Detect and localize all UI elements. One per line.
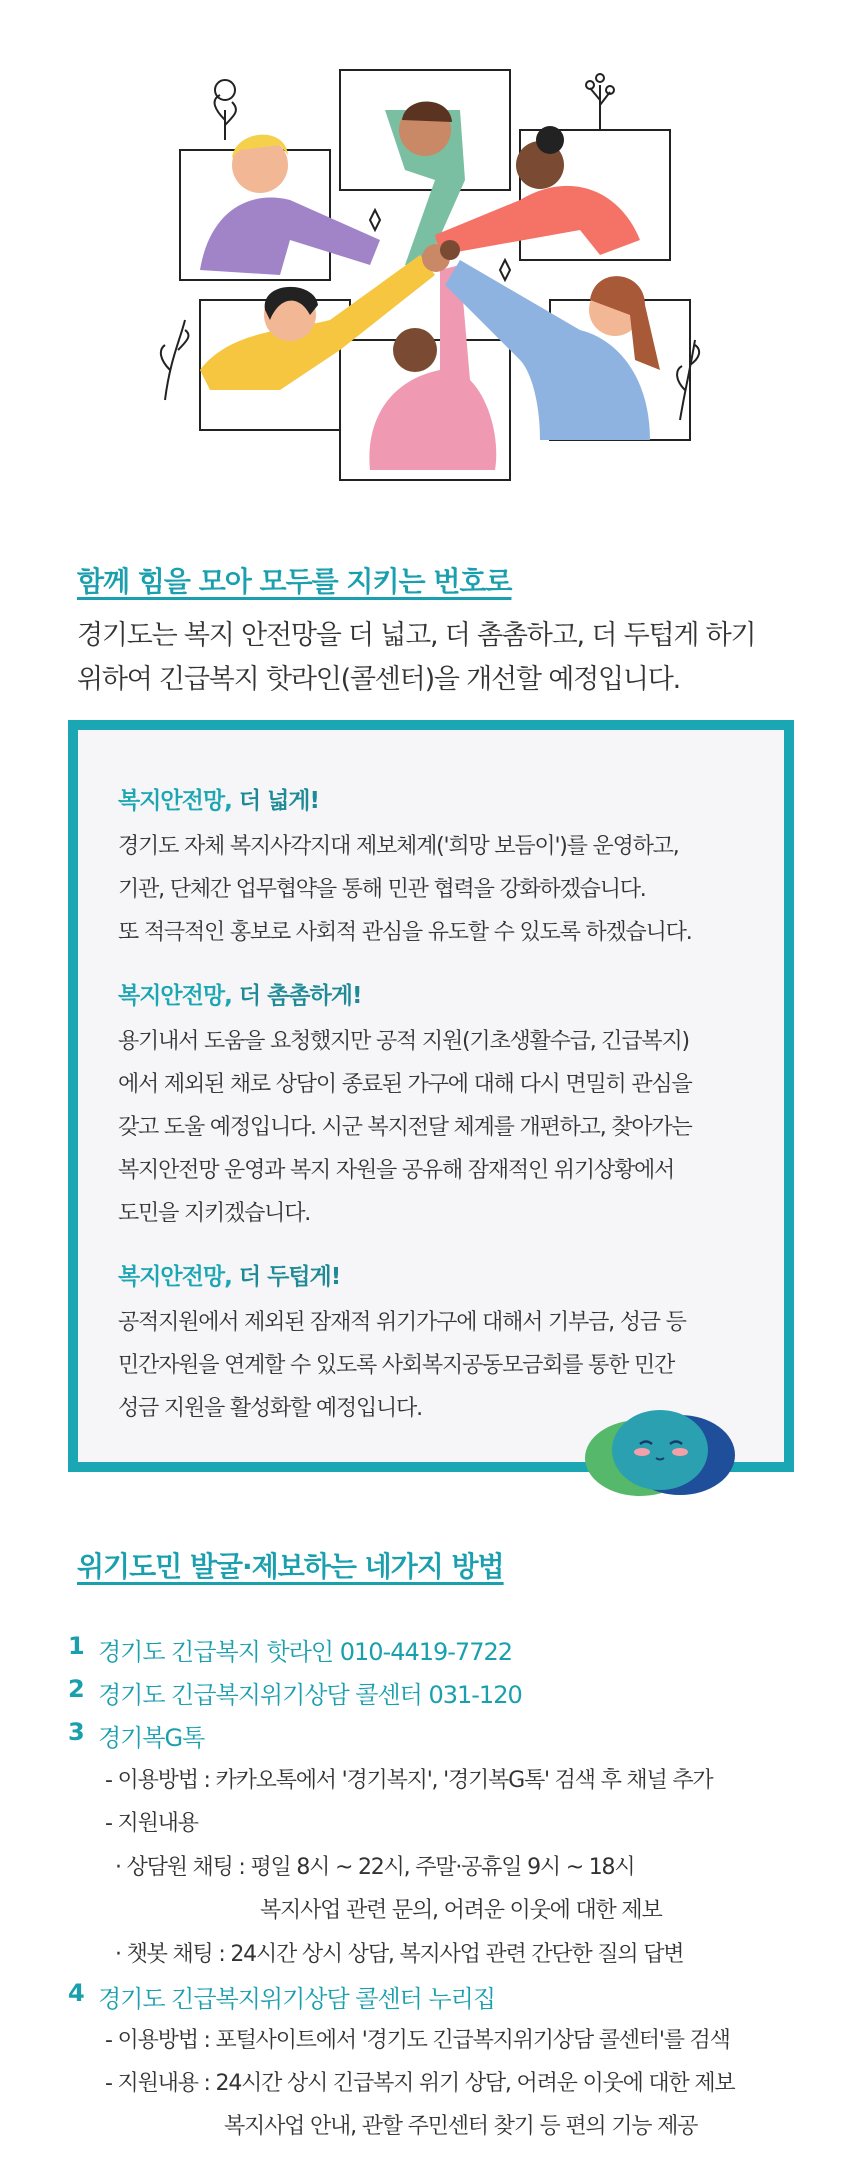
safety-net-box [68, 720, 794, 1472]
intro-title: 함께 힘을 모아 모두를 지키는 번호로 [77, 565, 512, 598]
section-line: 복지안전망 운영과 복지 자원을 공유해 잠재적인 위기상황에서 [118, 1158, 675, 1183]
method-detail: 복지사업 안내, 관할 주민센터 찾기 등 편의 기능 제공 [224, 2114, 698, 2139]
method-number: 4 [68, 1979, 84, 2007]
method-number: 3 [68, 1718, 84, 1746]
intro-line: 경기도는 복지 안전망을 더 넓고, 더 촘촘하고, 더 두텁게 하기 [77, 620, 756, 651]
intro-body [77, 614, 797, 702]
section-line: 기관, 단체간 업무협약을 통해 민관 협력을 강화하겠습니다. [118, 877, 646, 902]
section-heading [118, 977, 768, 1010]
method-detail: - 이용방법 : 포털사이트에서 '경기도 긴급복지위기상담 콜센터'를 검색 [105, 2028, 730, 2053]
section-line: 경기도 자체 복지사각지대 제보체계('희망 보듬이')를 운영하고, [118, 834, 679, 859]
section-line: 민간자원을 연계할 수 있도록 사회복지공동모금회를 통한 민간 [118, 1353, 675, 1378]
section-line: 또 적극적인 홍보로 사회적 관심을 유도할 수 있도록 하겠습니다. [118, 920, 692, 945]
section-text [118, 1020, 768, 1235]
method-title: 경기도 긴급복지위기상담 콜센터 누리집 [98, 1985, 496, 2013]
method-number: 2 [68, 1675, 84, 1703]
section-line: 성금 지원을 활성화할 예정입니다. [118, 1396, 422, 1421]
method-detail: · 상담원 채팅 : 평일 8시 ~ 22시, 주말·공휴일 9시 ~ 18시 [115, 1855, 635, 1880]
section-line: 도민을 지키겠습니다. [118, 1201, 311, 1226]
method-detail: - 지원내용 : 24시간 상시 긴급복지 위기 상담, 어려운 이웃에 대한 제보 [105, 2071, 735, 2096]
section-heading [118, 1258, 768, 1291]
section-text [118, 825, 768, 954]
section-wider [118, 782, 768, 954]
method-number: 1 [68, 1632, 84, 1660]
heading-prefix: 복지안전망, [118, 983, 239, 1009]
method-detail: · 챗봇 채팅 : 24시간 상시 상담, 복지사업 관련 간단한 질의 답변 [115, 1942, 684, 1967]
method-detail: - 지원내용 [105, 1811, 198, 1836]
intro-line: 위하여 긴급복지 핫라인(콜센터)을 개선할 예정입니다. [77, 664, 680, 695]
intro-section [77, 560, 797, 702]
method-title: 경기도 긴급복지위기상담 콜센터 031-120 [98, 1681, 522, 1709]
mascot-cloud-icon [580, 1400, 740, 1500]
section-heading [118, 782, 768, 815]
heading-emphasis: 더 넓게! [238, 788, 319, 814]
section-line: 갖고 도울 예정입니다. 시군 복지전달 체계를 개편하고, 찾아가는 [118, 1115, 692, 1140]
method-detail: - 이용방법 : 카카오톡에서 '경기복지', '경기복G톡' 검색 후 채널 추가 [105, 1768, 713, 1793]
section-line: 에서 제외된 채로 상담이 종료된 가구에 대해 다시 면밀히 관심을 [118, 1072, 692, 1097]
method-detail: 복지사업 관련 문의, 어려운 이웃에 대한 제보 [260, 1898, 662, 1923]
hero-illustration [140, 40, 720, 490]
method-title: 경기복G톡 [98, 1724, 205, 1752]
methods-title: 위기도민 발굴·제보하는 네가지 방법 [77, 1550, 504, 1583]
section-denser [118, 977, 768, 1235]
heading-emphasis: 더 두텁게! [238, 1264, 341, 1290]
heading-prefix: 복지안전망, [118, 788, 239, 814]
heading-emphasis: 더 촘촘하게! [238, 983, 362, 1009]
heading-prefix: 복지안전망, [118, 1264, 239, 1290]
section-line: 용기내서 도움을 요청했지만 공적 지원(기초생활수급, 긴급복지) [118, 1029, 689, 1054]
section-line: 공적지원에서 제외된 잠재적 위기가구에 대해서 기부금, 성금 등 [118, 1310, 686, 1335]
method-title: 경기도 긴급복지 핫라인 010-4419-7722 [98, 1638, 513, 1666]
